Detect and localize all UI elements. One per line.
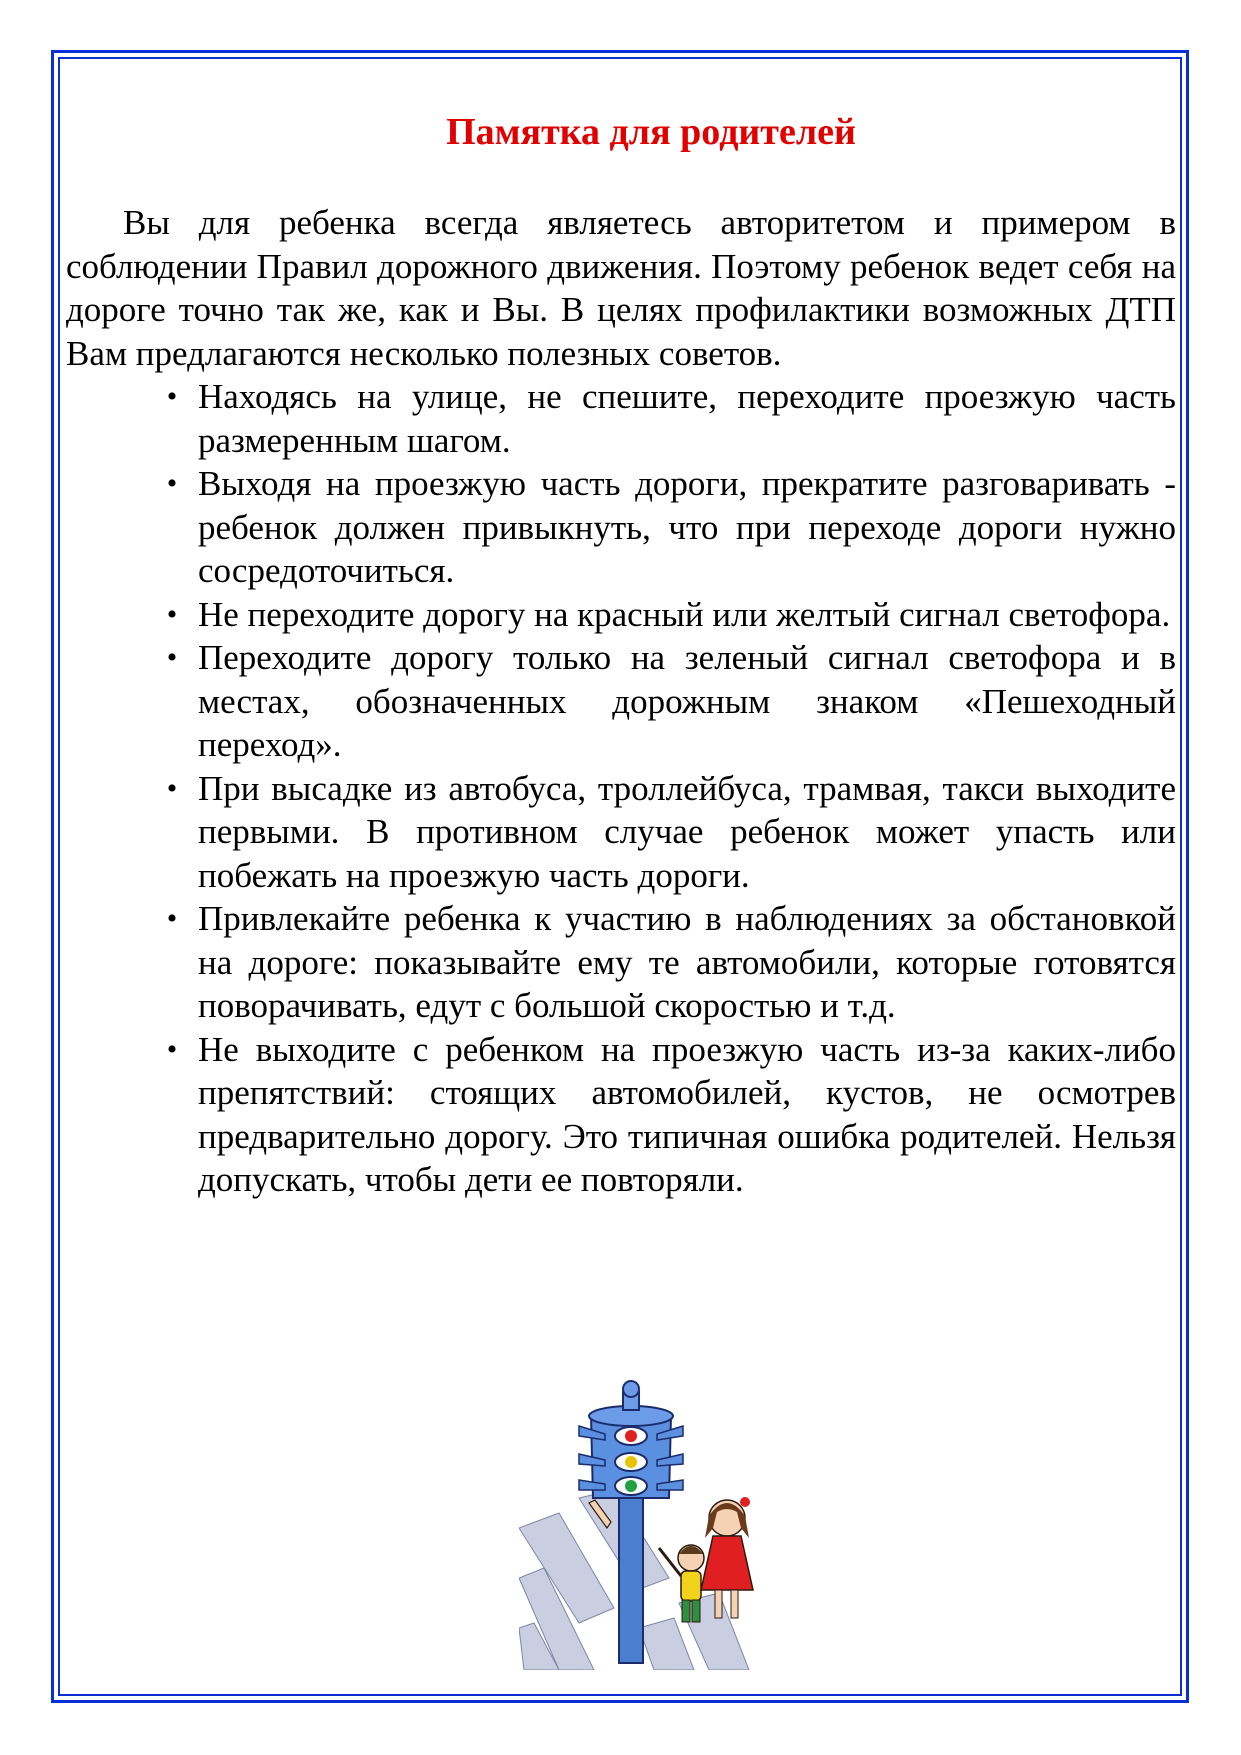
- list-item: [166, 375, 1176, 462]
- bullet-icon: •: [166, 467, 178, 500]
- intro-paragraph: Вы для ребенка всегда являетесь авторитетом и примером в соблюдении Правил дорожного движения. Поэтому ребенок ведет себя на дороге точно так же, как и Вы. В целях профилактики возможных ДТП Вам предлагаются несколько полезных советов.: [66, 203, 1176, 373]
- traffic-light-children-icon: [519, 1378, 766, 1670]
- tips-list: [166, 375, 1176, 1202]
- tip-text: Находясь на улице, не спешите, переходите проезжую часть размеренным шагом.: [198, 377, 1176, 460]
- tip-text: Переходите дорогу только на зеленый сигнал светофора и в местах, обозначенных дорожным знаком «Пешеходный переход».: [198, 638, 1176, 764]
- list-item: [166, 593, 1176, 637]
- bullet-icon: •: [166, 902, 178, 935]
- list-item: [166, 636, 1176, 767]
- bullet-icon: •: [166, 380, 178, 413]
- bullet-icon: •: [166, 597, 178, 631]
- bullet-icon: •: [166, 1032, 178, 1066]
- page-title: Памятка для родителей: [446, 111, 856, 153]
- tip-text: Выходя на проезжую часть дороги, прекратите разговаривать - ребенок должен привыкнуть, что при переходе дороги нужно сосредоточиться.: [198, 464, 1176, 590]
- tip-text: Не переходите дорогу на красный или желтый сигнал светофора.: [198, 594, 1171, 634]
- list-item: [166, 767, 1176, 898]
- tip-text: Не выходите с ребенком на проезжую часть из-за каких-либо препятствий: стоящих автомобилей, кустов, не осмотрев предварительно дорогу. Это типичная ошибка родителей. Нельзя допускать, чтобы дети ее повторяли.: [198, 1029, 1176, 1199]
- bullet-icon: •: [166, 771, 178, 805]
- list-item: [166, 1028, 1176, 1202]
- list-item: [166, 462, 1176, 593]
- tip-text: Привлекайте ребенка к участию в наблюдениях за обстановкой на дороге: показывайте ему те автомобили, которые готовятся поворачивать, едут с большой скоростью и т.д.: [198, 899, 1176, 1025]
- list-item: [166, 897, 1176, 1028]
- bullet-icon: •: [166, 641, 178, 674]
- tip-text: При высадке из автобуса, троллейбуса, трамвая, такси выходите первыми. В противном случае ребенок может упасть или побежать на проезжую часть дороги.: [198, 768, 1176, 895]
